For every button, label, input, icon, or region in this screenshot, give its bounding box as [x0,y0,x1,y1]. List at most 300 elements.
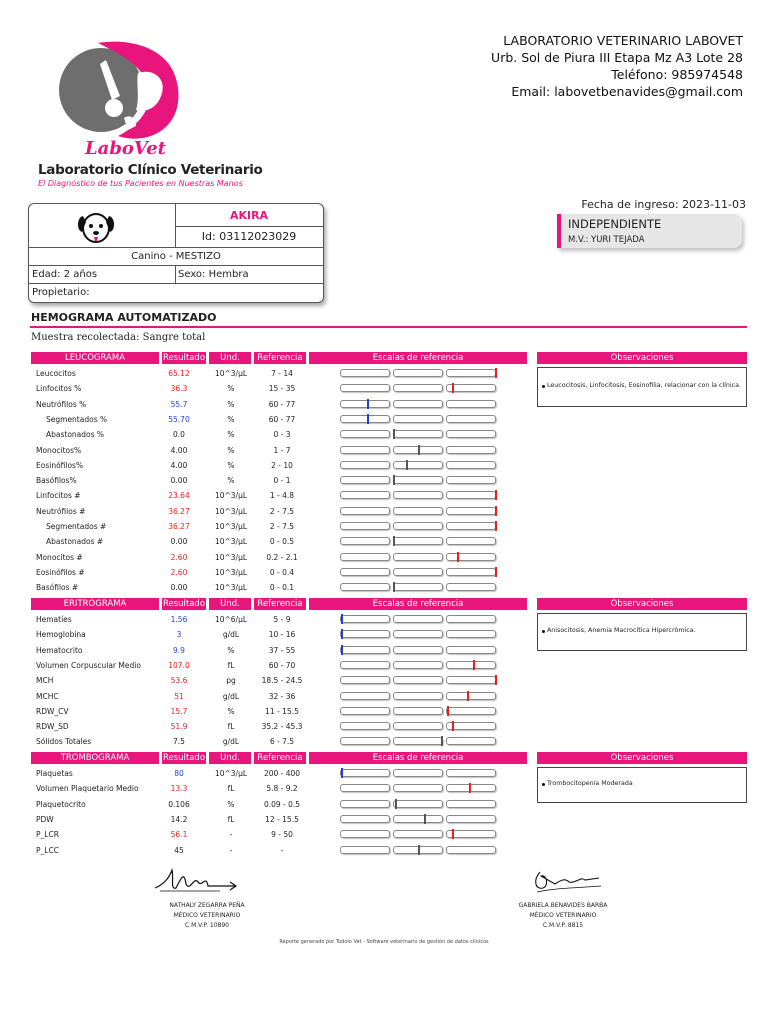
reference-scale [340,676,498,684]
signature-1-name: NATHALY ZEGARRA PEÑA [169,902,245,909]
param-unit: fL [227,660,235,670]
table-row [31,643,527,658]
scale-marker [393,536,395,546]
table-row [31,412,527,427]
reference-scale [340,369,498,377]
leucograma-col-obs: Observaciones [537,352,747,364]
param-name: Volumen Corpuscular Medio [36,660,141,670]
param-reference: 9 - 50 [271,830,293,840]
scale-segment [446,800,496,808]
reference-scale [340,384,498,392]
param-value: 2.60 [170,567,188,577]
param-value: 36.27 [168,506,190,516]
param-reference: 60 - 77 [268,414,296,424]
table-row [31,580,527,595]
scale-marker [393,475,395,485]
param-reference: 60 - 77 [268,399,296,409]
scale-marker [367,414,369,424]
scale-segment [446,415,496,423]
param-reference: 37 - 55 [268,645,296,655]
patient-card [28,203,324,303]
param-name: Linfocitos # [36,491,81,501]
logo-brand: LaboVet [85,138,166,159]
table-row [31,550,527,565]
param-value: 7.5 [173,737,185,747]
reference-scale [340,461,498,469]
reference-scale [340,707,498,715]
scale-segment [393,400,443,408]
scale-segment [340,800,390,808]
param-reference: 0 - 0.5 [269,537,295,547]
param-value: 56.1 [170,830,188,840]
scale-segment [340,737,390,745]
eritrograma-observation: Anisocitosis, Anemia Macrocítica Hipercrómica. [547,627,696,634]
param-name: RDW_SD [36,722,69,732]
reference-scale [340,815,498,823]
scale-segment [446,476,496,484]
param-reference: 1 - 4.8 [269,491,295,501]
param-reference: 200 - 400 [263,769,301,778]
table-row [31,519,527,534]
param-name: Hematíes [36,615,72,624]
param-reference: 18.5 - 24.5 [261,676,303,686]
trombograma-col-result: Resultado [162,753,206,763]
param-name: P_LCR [36,830,59,840]
param-reference: 0 - 3 [273,430,291,440]
leucograma-observation: Leucocitosis, Linfocitosis, Eosinofilia, relacionar con la clínica. [547,382,741,389]
signature-2-title: MÉDICO VETERINARIO [529,912,597,919]
param-unit: % [227,384,235,394]
param-value: 0.106 [168,799,190,809]
scale-marker [495,675,497,685]
table-row [31,797,527,812]
scale-segment [393,491,443,499]
patient-sex: Sexo: Hembra [178,269,249,280]
scale-segment [340,430,390,438]
table-row [31,381,527,396]
scale-marker [393,582,395,592]
scale-segment [340,583,390,591]
reference-scale [340,537,498,545]
scale-segment [340,615,390,623]
param-unit: % [227,799,235,809]
param-name: Abastonados # [46,537,104,547]
param-unit: % [227,430,235,440]
param-name: Abastonados % [46,430,105,440]
param-unit: 10^3/µL [214,522,248,531]
table-row [31,473,527,488]
param-name: Leucocitos [36,369,76,378]
trombograma-col-obs: Observaciones [537,752,747,764]
param-name: Eosinófilos # [36,567,85,577]
scale-segment [446,646,496,654]
scale-segment [393,430,443,438]
table-row [31,827,527,842]
scale-segment [446,815,496,823]
param-unit: g/dL [222,630,240,640]
param-unit: fL [227,814,235,824]
scale-segment [340,553,390,561]
signature-2-name: GABRIELA BENAVIDES BARBA [518,902,608,909]
scale-segment [393,676,443,684]
param-value: 4.00 [170,460,188,470]
logo-tagline: El Diagnóstico de tus Pacientes en Nuestras Manos [38,179,243,188]
param-value: 0.00 [170,537,188,547]
scale-segment [340,830,390,838]
param-value: 80 [174,769,184,778]
scale-marker [469,783,471,793]
scale-segment [446,522,496,530]
scale-segment [446,583,496,591]
reference-scale [340,430,498,438]
param-value: 23.64 [168,491,190,501]
scale-segment [340,630,390,638]
scale-segment [446,491,496,499]
scale-segment [393,692,443,700]
scale-marker [467,691,469,701]
param-reference: 0.09 - 0.5 [263,799,301,809]
param-unit: - [229,830,233,840]
param-name: Eosinófilos% [36,460,84,470]
scale-segment [393,707,443,715]
reference-scale [340,583,498,591]
scale-segment [340,769,390,777]
footer: Reporte generado por Todolo Vet - Software veterinario de gestión de datos clínicos [279,939,489,945]
table-row [31,673,527,688]
scale-segment [393,815,443,823]
lab-phone: Teléfono: 985974548 [611,67,743,82]
trombograma-col-ref: Referencia [254,752,306,764]
scale-segment [393,507,443,515]
param-value: 53.6 [170,676,188,686]
param-value: 0.0 [173,430,185,440]
signature-1-image [150,866,240,898]
patient-owner: Propietario: [32,287,90,298]
patient-age: Edad: 2 años [32,269,98,280]
scale-marker [452,721,454,731]
bullet-icon [542,630,545,633]
lab-address: Urb. Sol de Piura III Etapa Mz A3 Lote 28 [491,50,743,65]
scale-marker [495,506,497,516]
param-reference: 10 - 16 [268,630,296,640]
scale-segment [340,461,390,469]
param-name: RDW_CV [36,706,69,716]
param-reference: 5 - 9 [273,615,291,624]
param-value: 15.7 [170,706,188,716]
param-unit: 10^6/µL [214,615,248,624]
scale-segment [340,537,390,545]
param-value: 13.3 [170,784,188,794]
scale-segment [340,815,390,823]
param-name: Segmentados # [46,522,107,531]
leucograma-col-scale: Escalas de referencia [309,352,527,364]
scale-segment [446,507,496,515]
patient-name: AKIRA [229,209,269,222]
param-value: 1.56 [170,615,188,624]
param-reference: 1 - 7 [273,445,291,455]
signature-2-image [525,866,605,898]
reference-scale [340,568,498,576]
param-name: Segmentados % [46,414,108,424]
param-name: Neutrófilos # [36,506,86,516]
scale-marker [457,552,459,562]
table-row [31,843,527,858]
reference-scale [340,476,498,484]
param-value: 51.9 [170,722,188,732]
table-row [31,734,527,749]
param-value: 36.27 [168,522,190,531]
param-name: Basófilos% [36,476,77,486]
scale-marker [495,490,497,500]
scale-segment [393,415,443,423]
signature-1-title: MÉDICO VETERINARIO [173,912,241,919]
scale-segment [393,461,443,469]
table-row [31,766,527,781]
eritrograma-observation-box [537,613,747,651]
scale-marker [495,368,497,378]
param-value: 55.7 [170,399,188,409]
param-unit: 10^3/µL [214,506,248,516]
param-unit: % [227,399,235,409]
reference-scale [340,661,498,669]
scale-segment [340,446,390,454]
param-reference: - [280,845,284,855]
param-unit: 10^3/µL [214,537,248,547]
scale-segment [446,630,496,638]
patient-species: Canino - MESTIZO [131,251,221,262]
reference-scale [340,400,498,408]
param-name: MCH [36,676,54,686]
scale-marker [341,645,343,655]
reference-scale [340,784,498,792]
table-row [31,627,527,642]
scale-marker [341,614,343,624]
scale-marker [495,521,497,531]
scale-segment [340,784,390,792]
scale-segment [393,661,443,669]
param-unit: 10^3/µL [214,583,248,593]
param-unit: 10^3/µL [214,567,248,577]
lab-name: LABORATORIO VETERINARIO LABOVET [503,33,743,48]
clinic-badge [557,214,742,248]
param-reference: 7 - 14 [271,369,293,378]
param-name: PDW [36,814,54,824]
scale-segment [446,568,496,576]
reference-scale [340,615,498,623]
param-reference: 2 - 7.5 [269,522,295,531]
clinic-vet: M.V.: YURI TEJADA [568,235,645,245]
table-row [31,689,527,704]
scale-marker [418,845,420,855]
table-row [31,443,527,458]
param-unit: % [227,460,235,470]
param-name: Sólidos Totales [36,737,92,747]
reference-scale [340,522,498,530]
param-reference: 2 - 10 [271,460,293,470]
reference-scale [340,846,498,854]
scale-segment [446,784,496,792]
param-value: 65.12 [168,369,190,378]
signature-1 [122,901,292,931]
param-name: Monocitos% [36,445,82,455]
reference-scale [340,646,498,654]
param-unit: % [227,476,235,486]
eritrograma-header: ERITROGRAMA [31,598,159,610]
scale-segment [393,830,443,838]
param-unit: 10^3/µL [214,769,248,778]
scale-segment [393,369,443,377]
trombograma-col-unit: Und. [209,752,251,764]
scale-segment [393,646,443,654]
scale-segment [340,722,390,730]
scale-segment [340,384,390,392]
param-reference: 6 - 7.5 [269,737,295,747]
scale-segment [446,369,496,377]
scale-segment [393,800,443,808]
scale-marker [406,460,408,470]
eritrograma-col-scale: Escalas de referencia [309,598,527,610]
reference-scale [340,722,498,730]
scale-marker [424,814,426,824]
bullet-icon [542,385,545,388]
eritrograma-col-ref: Referencia [254,598,306,610]
scale-segment [393,722,443,730]
param-unit: g/dL [222,691,240,701]
table-row [31,658,527,673]
param-unit: pg [226,676,236,686]
scale-marker [452,829,454,839]
param-name: Hematocrito [36,645,83,655]
logo-name: Laboratorio Clínico Veterinario [38,162,263,178]
scale-segment [446,400,496,408]
eritrograma-col-obs: Observaciones [537,598,747,610]
param-unit: - [229,845,233,855]
reference-scale [340,769,498,777]
table-row [31,488,527,503]
clinic-name: INDEPENDIENTE [568,217,662,231]
param-value: 45 [174,845,184,855]
leucograma-header: LEUCOGRAMA [31,352,159,364]
scale-marker [418,445,420,455]
param-name: P_LCC [36,845,59,855]
scale-segment [393,522,443,530]
scale-marker [341,768,343,778]
scale-segment [393,615,443,623]
scale-segment [340,476,390,484]
lab-email: Email: labovetbenavides@gmail.com [511,84,743,99]
scale-marker [393,429,395,439]
scale-segment [446,430,496,438]
scale-marker [395,799,397,809]
param-name: MCHC [36,691,59,701]
param-unit: 10^3/µL [214,491,248,501]
scale-segment [340,400,390,408]
scale-segment [340,692,390,700]
scale-segment [393,737,443,745]
param-reference: 0 - 0.1 [269,583,295,593]
scale-segment [446,707,496,715]
table-row [31,704,527,719]
sample-info: Muestra recolectada: Sangre total [31,332,206,343]
eritrograma-col-result: Resultado [162,599,206,609]
section-title: HEMOGRAMA AUTOMATIZADO [31,311,217,324]
scale-segment [393,784,443,792]
param-value: 0.00 [170,476,188,486]
param-reference: 5.8 - 9.2 [266,784,298,794]
param-unit: % [227,645,235,655]
param-unit: fL [227,784,235,794]
eritrograma-col-unit: Und. [209,598,251,610]
leucograma-col-result: Resultado [162,353,206,363]
scale-segment [340,522,390,530]
param-name: Monocitos # [36,552,83,562]
param-name: Plaquetocrito [36,799,86,809]
scale-segment [393,769,443,777]
reference-scale [340,446,498,454]
param-name: Neutrófilos % [36,399,87,409]
param-value: 0.00 [170,583,188,593]
signature-2-cmvp: C.M.V.P. 8815 [542,922,584,929]
scale-segment [393,553,443,561]
table-row [31,366,527,381]
param-name: Hemoglobina [36,630,86,640]
scale-segment [393,583,443,591]
scale-segment [340,846,390,854]
reference-scale [340,415,498,423]
scale-segment [340,661,390,669]
scale-marker [495,567,497,577]
leucograma-observation-box [537,367,747,407]
scale-segment [393,568,443,576]
param-reference: 15 - 35 [268,384,296,394]
param-value: 107.0 [168,660,190,670]
scale-segment [446,769,496,777]
scale-segment [446,615,496,623]
reference-scale [340,553,498,561]
table-row [31,427,527,442]
scale-segment [340,707,390,715]
trombograma-observation: Trombocitopenia Moderada [547,780,633,787]
scale-marker [441,736,443,746]
param-reference: 12 - 15.5 [265,814,299,824]
scale-segment [340,491,390,499]
table-row [31,719,527,734]
scale-segment [340,568,390,576]
param-reference: 0.2 - 2.1 [266,552,298,562]
param-reference: 11 - 15.5 [265,706,299,716]
signature-1-cmvp: C.M.V.P. 10890 [184,922,229,929]
param-value: 2.60 [170,552,188,562]
reference-scale [340,630,498,638]
param-value: 14.2 [170,814,188,824]
reference-scale [340,507,498,515]
reference-scale [340,491,498,499]
scale-segment [340,676,390,684]
param-value: 55.70 [168,414,190,424]
param-unit: g/dL [222,737,240,747]
dog-icon [74,208,118,246]
scale-segment [340,646,390,654]
param-unit: 10^3/µL [214,369,248,378]
param-value: 4.00 [170,445,188,455]
scale-segment [393,384,443,392]
scale-segment [446,661,496,669]
param-name: Basófilos # [36,583,79,593]
scale-segment [393,630,443,638]
trombograma-header: TROMBOGRAMA [31,752,159,764]
param-value: 3 [176,630,182,640]
scale-segment [446,537,496,545]
